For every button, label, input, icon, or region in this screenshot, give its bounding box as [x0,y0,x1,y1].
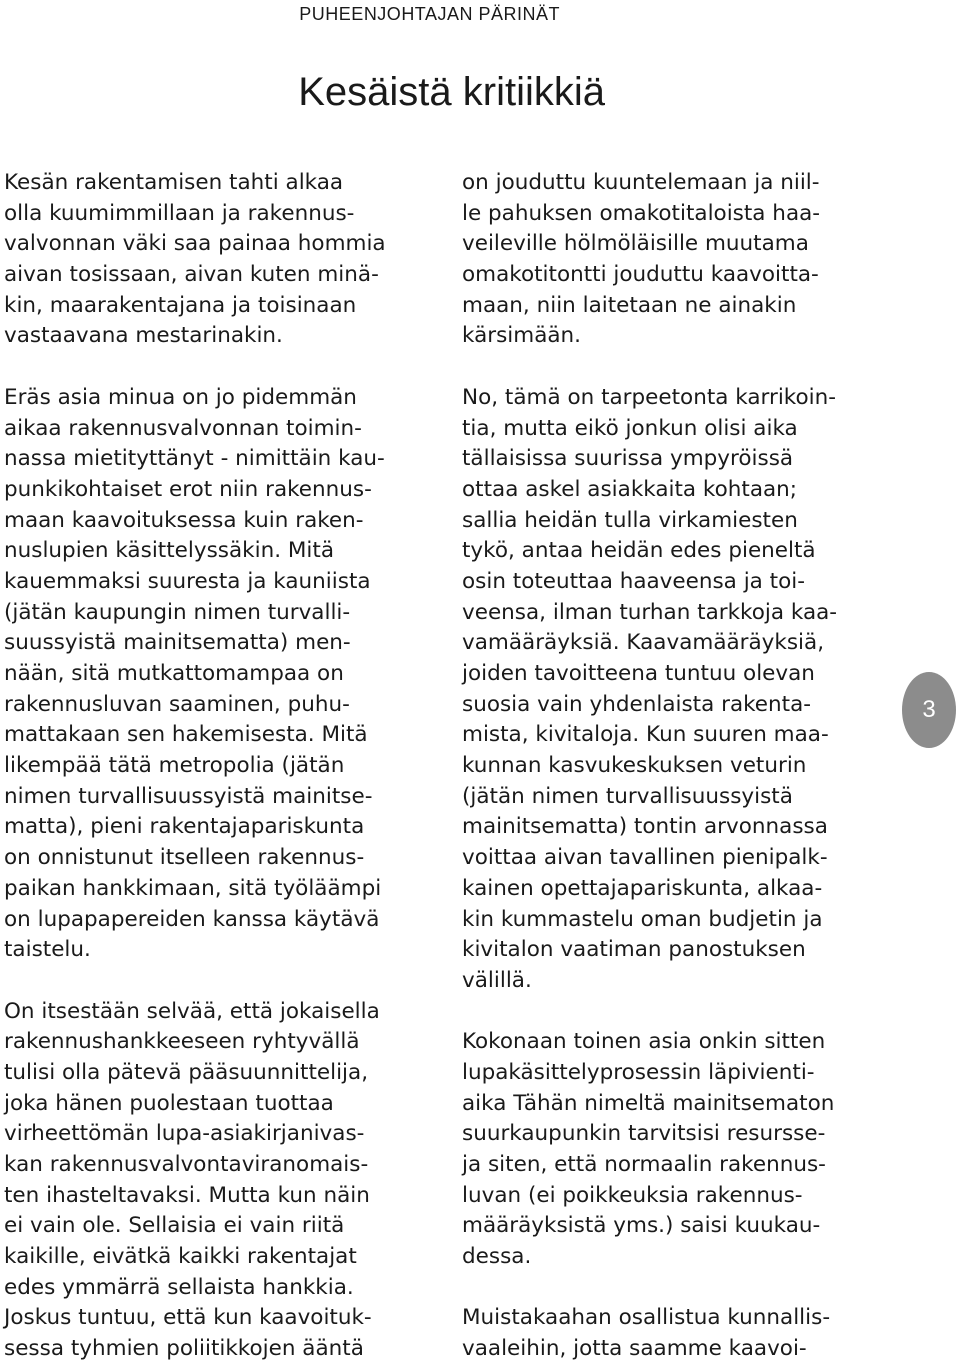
text-line: Muistakaahan osallistua kunnallis- [462,1305,831,1331]
text-line: rakennushankkeeseen ryhtyvällä [4,1029,360,1055]
text-line: kaikille, eivätkä kaikki rakentajat [4,1244,357,1270]
text-line: lupakäsittelyprosessin läpivienti- [462,1059,815,1085]
text-line: maan, niin laitetaan ne ainakin [462,292,797,318]
text-line: omakotitontti jouduttu kaavoitta- [462,262,819,288]
paragraph-break [462,997,880,1028]
text-line: kauemmaksi suuresta ja kauniista [4,568,371,594]
paragraph-break [4,352,422,383]
text-line: edes ymmärrä sellaista hankkia. [4,1274,354,1300]
page-number: 3 [922,696,936,723]
text-line: rakennusluvan saaminen, puhu- [4,691,350,717]
left-column [4,168,422,1365]
text-line: vaaleihin, jotta saamme kaavoi- [462,1336,807,1362]
section-label: PUHEENJOHTAJAN PÄRINÄT [299,4,560,24]
text-line: Eräs asia minua on jo pidemmän [4,384,357,410]
text-line: dessa. [462,1244,532,1270]
page-number-badge [902,672,956,748]
text-line: kärsimään. [462,323,582,349]
text-line: mattakaan sen hakemisesta. Mitä [4,722,368,748]
text-line: mainitsematta) tontin arvonnassa [462,814,828,840]
text-line: suussyistä mainitsematta) men- [4,630,351,656]
text-line: on lupapapereiden kanssa käytävä [4,906,380,932]
text-line: (jätän nimen turvallisuussyistä [462,783,793,809]
text-line: ottaa askel asiakkaita kohtaan; [462,476,798,502]
text-line: maan kaavoituksessa kuin raken- [4,507,364,533]
text-line: vamääräyksiä. Kaavamääräyksiä, [462,630,825,656]
text-line: kin, maarakentajana ja toisinaan [4,292,357,318]
text-line: Joskus tuntuu, että kun kaavoituk- [4,1305,372,1331]
text-line: sallia heidän tulla virkamiesten [462,507,798,533]
text-line: aikaa rakennusvalvonnan toimin- [4,415,362,441]
text-line: On itsestään selvää, että jokaisella [4,998,380,1024]
article-title: Kesäistä kritiikkiä [298,70,605,114]
text-line: punkikohtaiset erot niin rakennus- [4,476,372,502]
text-line: kivitalon vaatiman panostuksen [462,937,806,963]
text-line: suosia vain yhdenlaista rakenta- [462,691,812,717]
text-line: joiden tavoitteena tuntuu olevan [462,661,815,686]
text-line: Kesän rakentamisen tahti alkaa [4,170,344,195]
text-line: nuslupien käsittelyssäkin. Mitä [4,538,334,564]
text-line: olla kuumimmillaan ja rakennus- [4,200,355,226]
text-line: määräyksistä yms.) saisi kuukau- [462,1213,821,1239]
text-line: kunnan kasvukeskuksen veturin [462,753,807,779]
text-line: sessa tyhmien poliitikkojen ääntä [4,1336,364,1362]
text-line: virheettömän lupa-asiakirjanivas- [4,1121,365,1147]
text-line: nimen turvallisuussyistä mainitse- [4,783,373,809]
text-line: ja siten, että normaalin rakennus- [462,1152,826,1177]
text-line: nään, sitä mutkattomampaa on [4,661,344,686]
text-line: kin kummastelu oman budjetin ja [462,906,823,932]
text-line: veensa, ilman turhan tarkkoja kaa- [462,599,838,625]
text-line: vastaavana mestarinakin. [4,323,283,349]
text-line: veileville hölmöläisille muutama [462,231,809,257]
text-line: (jätän kaupungin nimen turvalli- [4,599,351,625]
text-line: paikan hankkimaan, sitä työläämpi [4,875,382,901]
text-line: mista, kivitaloja. Kun suuren maa- [462,722,829,748]
text-line: on onnistunut itselleen rakennus- [4,845,365,871]
text-line: tällaisissa suurissa ympyröissä [462,446,794,472]
paragraph-break [462,352,880,383]
text-line: aivan tosissaan, aivan kuten minä- [4,262,379,288]
text-line: luvan (ei poikkeuksia rakennus- [462,1182,803,1208]
text-line: joka hänen puolestaan tuottaa [4,1090,334,1116]
text-line: taistelu. [4,937,91,963]
right-column [462,168,880,1365]
text-line: nassa mietityttänyt - nimittäin kau- [4,446,385,472]
text-line: ei vain ole. Sellaisia ei vain riitä [4,1213,345,1239]
text-line: tulisi olla pätevä pääsuunnittelija, [4,1059,369,1085]
text-line: tykö, antaa heidän edes pieneltä [462,538,816,564]
text-line: le pahuksen omakotitaloista haa- [462,200,821,226]
text-line: ten ihasteltavaksi. Mutta kun näin [4,1182,370,1208]
text-line: suurkaupunkin tarvitsisi resursse- [462,1121,826,1147]
text-line: voittaa aivan tavallinen pienipalk- [462,845,828,871]
text-line: tia, mutta eikö jonkun olisi aika [462,415,798,441]
text-line: valvonnan väki saa painaa hommia [4,231,386,257]
paragraph-break [4,966,422,997]
text-line: osin toteuttaa haaveensa ja toi- [462,568,805,594]
text-line: No, tämä on tarpeetonta karrikoin- [462,384,836,410]
text-line: matta), pieni rakentajapariskunta [4,814,365,840]
text-line: Kokonaan toinen asia onkin sitten [462,1029,826,1055]
text-line: kainen opettajapariskunta, alkaa- [462,875,823,901]
paragraph-break [462,1273,880,1304]
text-line: aika Tähän nimeltä mainitsematon [462,1090,835,1116]
text-line: kan rakennusvalvontaviranomais- [4,1152,369,1177]
text-line: välillä. [462,967,532,993]
text-line: likempää tätä metropolia (jätän [4,753,345,779]
text-line: on jouduttu kuuntelemaan ja niil- [462,170,820,195]
